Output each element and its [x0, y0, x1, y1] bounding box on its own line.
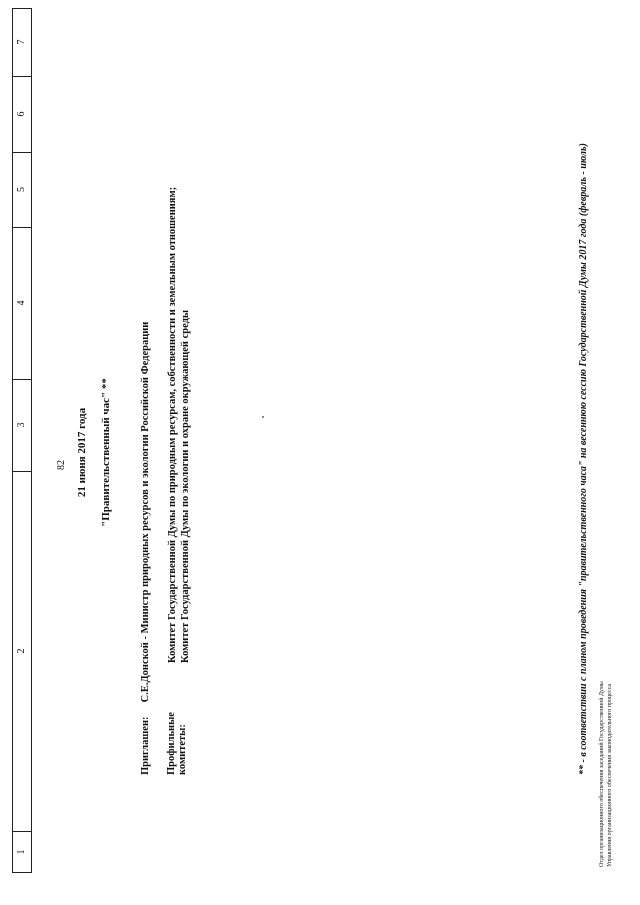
footer-line-1: Отдел организационного обеспечения заседаний Государственной Думы	[599, 681, 605, 867]
committee-item: Комитет Государственной Думы по экологии и охране окружающей среды	[180, 309, 191, 663]
column-number-1: 1	[16, 849, 27, 855]
committees-label: Профильные комитеты:	[166, 712, 188, 775]
column-number-7: 7	[13, 8, 31, 77]
committees-list	[166, 63, 192, 663]
invited-label: Приглашен:	[140, 716, 151, 775]
column-number-strip	[12, 8, 32, 873]
footer-line-2: Управления организационного обеспечения законодательного процесса	[607, 683, 613, 867]
column-number-3: 3	[13, 379, 31, 472]
date-heading: 21 июня 2017 года	[76, 407, 88, 498]
invited-row	[140, 322, 151, 775]
column-number-6: 6	[13, 76, 31, 153]
footnote: ** - в соответствии с планом проведения "правительственного часа" на весеннюю сессию Государственной Думы 2017 года (февраль - июль)	[578, 143, 589, 775]
column-number-4: 4	[13, 227, 31, 380]
invited-value: С.Е.Донской - Министр природных ресурсов и экологии Российской Федерации	[140, 321, 151, 703]
scan-speck	[262, 416, 264, 418]
column-number-5: 5	[13, 152, 31, 228]
session-title: "Правительственный час" **	[100, 378, 112, 527]
footer	[598, 681, 614, 867]
column-number-2: 2	[13, 471, 31, 832]
page-number: 82	[56, 460, 67, 470]
committee-item: Комитет Государственной Думы по природным ресурсам, собственности и земельным отношениям;	[167, 186, 178, 663]
